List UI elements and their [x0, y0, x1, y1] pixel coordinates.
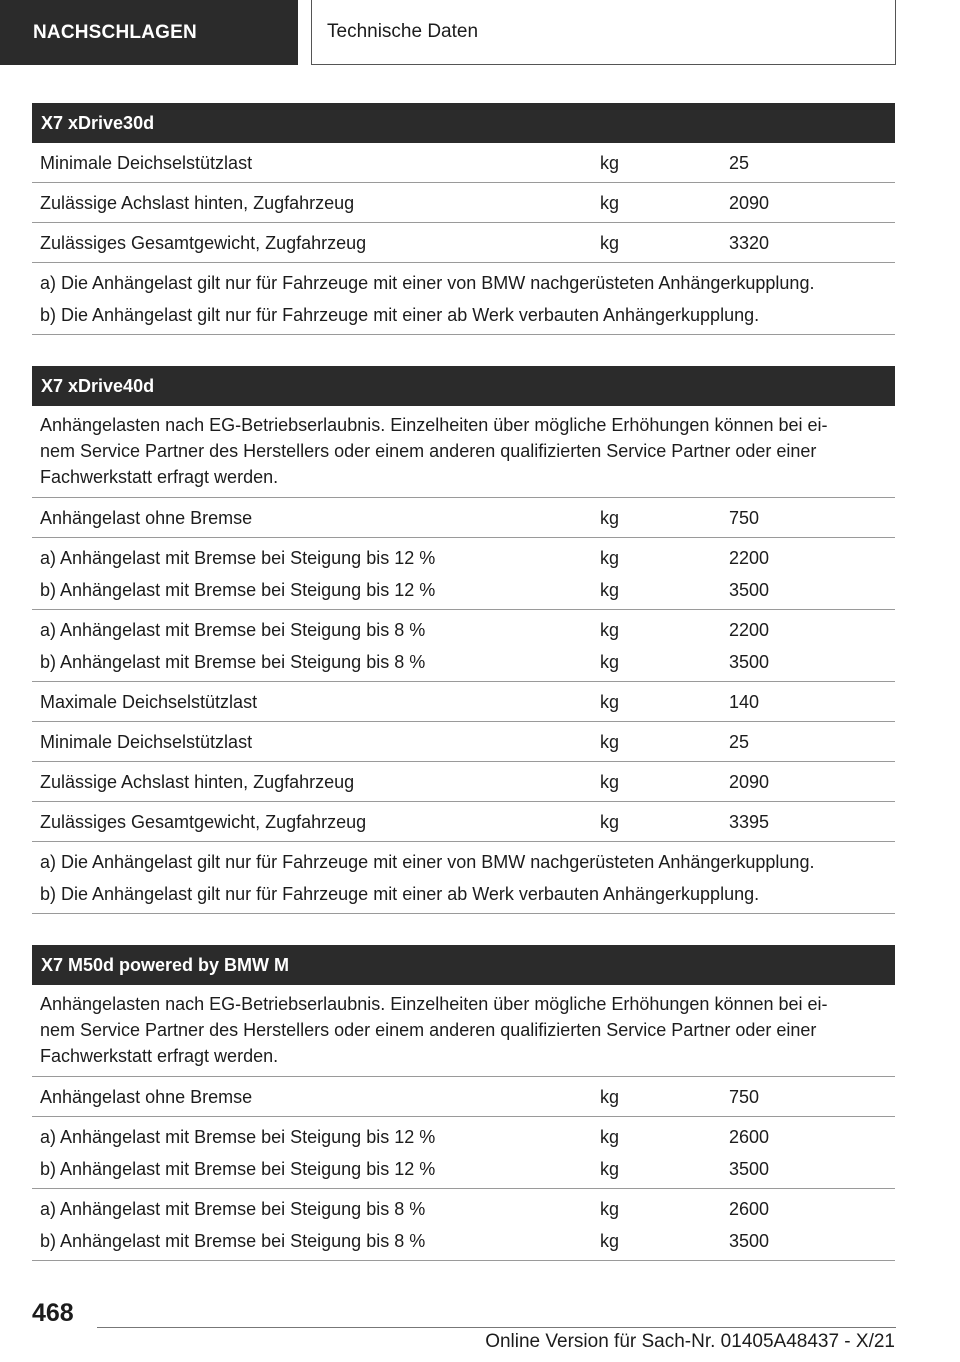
spec-line [32, 502, 895, 534]
table-row [32, 762, 895, 802]
footer-text: Online Version für Sach-Nr. 01405A48437 - X/21 [485, 1331, 895, 1352]
footnote: b) Die Anhängelast gilt nur für Fahrzeuge mit einer ab Werk verbauten Anhängerkupplung. [40, 884, 760, 904]
spec-line [32, 646, 895, 678]
spec-unit: kg [600, 508, 620, 528]
spec-label: a) Anhängelast mit Bremse bei Steigung bis 8 % [40, 1199, 426, 1219]
footnote: b) Die Anhängelast gilt nur für Fahrzeuge mit einer ab Werk verbauten Anhängerkupplung. [40, 305, 760, 325]
spec-unit: kg [600, 1087, 620, 1107]
spec-label: a) Anhängelast mit Bremse bei Steigung bis 12 % [40, 1127, 436, 1147]
section-title: X7 xDrive40d [32, 366, 895, 406]
spec-line [32, 726, 895, 758]
spec-label: a) Anhängelast mit Bremse bei Steigung bis 12 % [40, 548, 436, 568]
spec-label: Zulässiges Gesamtgewicht, Zugfahrzeug [40, 812, 367, 832]
table-row [32, 183, 895, 223]
table-row [32, 842, 895, 914]
footnote: a) Die Anhängelast gilt nur für Fahrzeuge mit einer von BMW nachgerüsteten Anhängerkupplung. [40, 273, 815, 293]
spec-value: 2200 [729, 548, 770, 568]
table-row [32, 538, 895, 610]
content-area [32, 103, 895, 1292]
spec-line [32, 614, 895, 646]
table-row [32, 1117, 895, 1189]
spec-value: 2200 [729, 620, 770, 640]
table-row [32, 802, 895, 842]
spec-line [32, 1153, 895, 1185]
spec-label: a) Anhängelast mit Bremse bei Steigung bis 8 % [40, 620, 426, 640]
spec-unit: kg [600, 652, 620, 672]
section-title: X7 M50d powered by BMW M [32, 945, 895, 985]
spec-line [32, 766, 895, 798]
spec-line [32, 1081, 895, 1113]
spec-label: Anhängelast ohne Bremse [40, 1087, 253, 1107]
spec-value: 140 [729, 692, 760, 712]
spec-line [32, 1193, 895, 1225]
spec-value: 3500 [729, 580, 770, 600]
description-text: Anhängelasten nach EG-Betriebserlaubnis. Einzelheiten über mögliche Erhöhungen können bei ei- nem Service Partner des Herstellers oder einem anderen qualifizierten Service Partner oder einer Fachwerkstatt erfragt werden. [40, 994, 828, 1066]
spec-unit: kg [600, 620, 620, 640]
spec-value: 750 [729, 508, 760, 528]
spec-line [32, 574, 895, 606]
spec-unit: kg [600, 233, 620, 253]
spec-unit: kg [600, 1199, 620, 1219]
spec-unit: kg [600, 732, 620, 752]
footer-divider [97, 1327, 896, 1328]
spec-label: b) Anhängelast mit Bremse bei Steigung bis 12 % [40, 1159, 436, 1179]
spec-line [32, 1121, 895, 1153]
table-row [32, 263, 895, 335]
spec-value: 750 [729, 1087, 760, 1107]
spec-label: Minimale Deichselstützlast [40, 153, 253, 173]
spec-section [32, 945, 895, 1261]
page-number: 468 [32, 1299, 74, 1327]
spec-line [32, 147, 895, 179]
description-text: Anhängelasten nach EG-Betriebserlaubnis. Einzelheiten über mögliche Erhöhungen können bei ei- nem Service Partner des Herstellers oder einem anderen qualifizierten Service Partner oder einer Fachwerkstatt erfragt werden. [40, 415, 828, 487]
table-row [32, 1189, 895, 1261]
spec-label: b) Anhängelast mit Bremse bei Steigung bis 8 % [40, 652, 426, 672]
table-row [32, 682, 895, 722]
table-row [32, 498, 895, 538]
table-row [32, 223, 895, 263]
spec-line [32, 187, 895, 219]
spec-unit: kg [600, 692, 620, 712]
header-chapter-title: Technische Daten [311, 0, 896, 65]
spec-label: Zulässige Achslast hinten, Zugfahrzeug [40, 193, 355, 213]
spec-unit: kg [600, 1127, 620, 1147]
table-row [32, 610, 895, 682]
spec-section [32, 366, 895, 914]
spec-value: 25 [729, 153, 750, 173]
spec-value: 3500 [729, 1159, 770, 1179]
spec-value: 3395 [729, 812, 770, 832]
spec-line [32, 1225, 895, 1257]
spec-label: Anhängelast ohne Bremse [40, 508, 253, 528]
spec-value: 2600 [729, 1199, 770, 1219]
spec-unit: kg [600, 1159, 620, 1179]
description-paragraph [32, 985, 895, 1077]
table-row [32, 143, 895, 183]
spec-unit: kg [600, 548, 620, 568]
table-row [32, 1077, 895, 1117]
spec-value: 3320 [729, 233, 770, 253]
header-section-tab: NACHSCHLAGEN [0, 0, 298, 65]
spec-value: 3500 [729, 652, 770, 672]
spec-unit: kg [600, 193, 620, 213]
spec-value: 25 [729, 732, 750, 752]
spec-unit: kg [600, 153, 620, 173]
spec-unit: kg [600, 580, 620, 600]
spec-label: Zulässiges Gesamtgewicht, Zugfahrzeug [40, 233, 367, 253]
spec-label: Minimale Deichselstützlast [40, 732, 253, 752]
spec-unit: kg [600, 772, 620, 792]
spec-value: 2090 [729, 772, 770, 792]
section-title: X7 xDrive30d [32, 103, 895, 143]
spec-value: 3500 [729, 1231, 770, 1251]
spec-line [32, 227, 895, 259]
spec-label: b) Anhängelast mit Bremse bei Steigung bis 8 % [40, 1231, 426, 1251]
spec-value: 2090 [729, 193, 770, 213]
spec-line [32, 542, 895, 574]
spec-value: 2600 [729, 1127, 770, 1147]
table-row [32, 722, 895, 762]
spec-section [32, 103, 895, 335]
description-paragraph [32, 406, 895, 498]
footnote: a) Die Anhängelast gilt nur für Fahrzeuge mit einer von BMW nachgerüsteten Anhängerkupplung. [40, 852, 815, 872]
spec-label: Maximale Deichselstützlast [40, 692, 258, 712]
spec-label: b) Anhängelast mit Bremse bei Steigung bis 12 % [40, 580, 436, 600]
spec-line [32, 806, 895, 838]
spec-line [32, 686, 895, 718]
spec-unit: kg [600, 1231, 620, 1251]
spec-label: Zulässige Achslast hinten, Zugfahrzeug [40, 772, 355, 792]
spec-unit: kg [600, 812, 620, 832]
